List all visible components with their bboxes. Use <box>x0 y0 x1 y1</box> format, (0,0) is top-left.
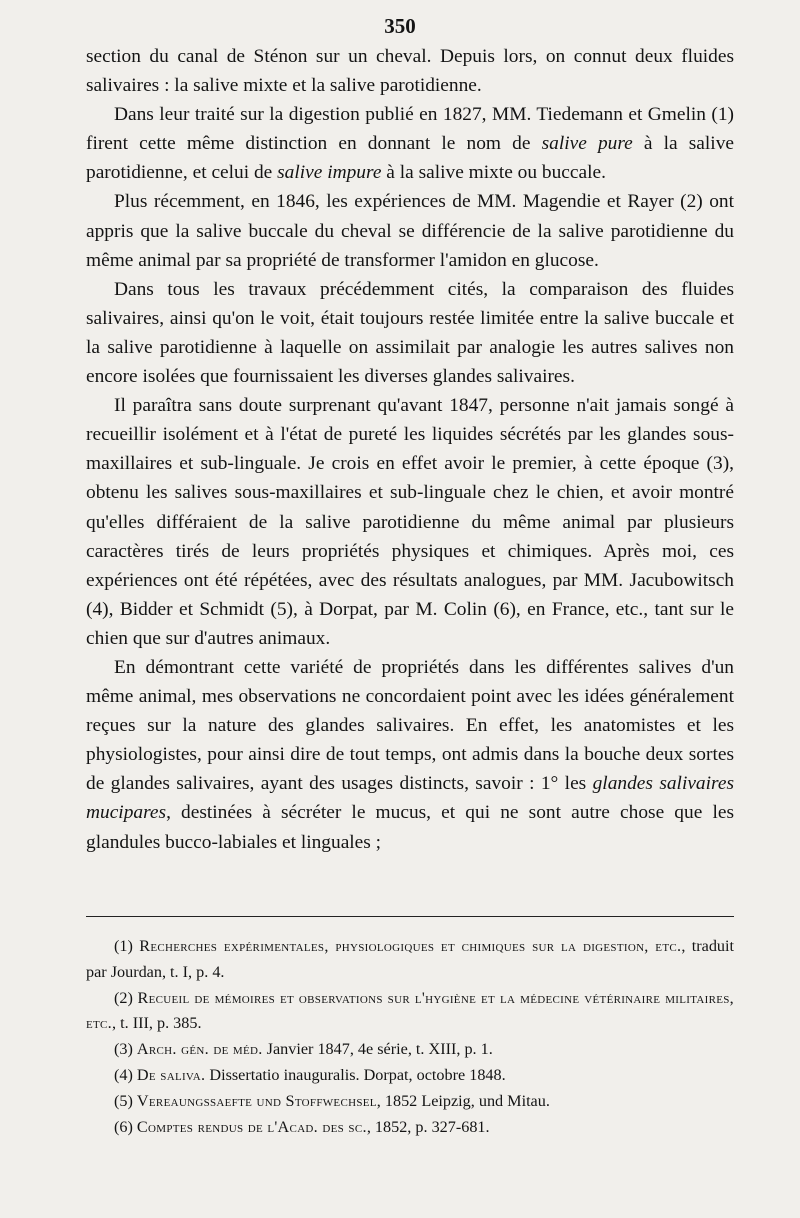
text-run: Dans leur traité sur la digestion publié en 1827, MM. Tiedemann et Gmelin (1) firent cette même distinction en donnant le nom de <box>86 104 734 155</box>
footnote-text: , 1852 Leipzig, und Mitau. <box>376 1091 550 1110</box>
italic-term: salive impure <box>277 162 382 184</box>
footnotes <box>86 934 734 1140</box>
footnote-title: Recueil de mémoires et observations sur l'hygiène et la médecine vétérinaire militaires, etc. <box>86 988 735 1033</box>
main-text <box>86 42 734 857</box>
text-run: En démontrant cette variété de propriétés dans les différentes salives d'un même animal, mes observations ne concordaient point avec les idées généralement reçues sur la nature des glandes salivaires. En effet, les anatomistes et les physiologistes, pour ainsi dire de tout temps, ont admis dans la bouche deux sortes de glandes salivaires, ayant des usages distincts, savoir : 1° les <box>86 656 734 795</box>
footnote-text: , traduit par Jourdan, t. I, p. 4. <box>86 937 735 981</box>
paragraph <box>86 391 734 653</box>
footnote <box>86 986 734 1038</box>
footnote <box>86 1063 734 1089</box>
footnote-title: Vereaungssaefte und Stoffwechsel <box>136 1091 377 1110</box>
footnote-marker: (2) <box>114 988 138 1007</box>
paragraph <box>86 653 734 857</box>
paragraph <box>86 42 734 100</box>
footnote-title: Arch. gén. de méd. <box>136 1040 263 1059</box>
footnote <box>86 1089 734 1115</box>
paragraph <box>86 275 734 391</box>
footnote <box>86 934 734 986</box>
paragraph <box>86 187 734 274</box>
footnote-text: , t. III, p. 385. <box>112 1014 202 1033</box>
paragraph <box>86 100 734 187</box>
footnote-title: De saliva. <box>136 1065 206 1084</box>
text-run: , destinées à sécréter le mucus, et qui ne sont autre chose que les glandules bucco-labiales et linguales ; <box>86 802 734 853</box>
footnote-marker: (4) <box>114 1065 137 1084</box>
text-run: Dans tous les travaux précédemment cités, la comparaison des fluides salivaires, ainsi qu'on le voit, était toujours restée limitée entre la salive buccale et la salive parotidienne à laquelle on assimilait par analogie les autres salives non encore isolées que fournissaient les diverses glandes salivaires. <box>86 278 734 388</box>
footnote-title: Comptes rendus de l'Acad. des sc. <box>136 1117 367 1136</box>
text-run: à la salive parotidienne, et celui de <box>86 133 734 184</box>
text-run: à la salive mixte ou buccale. <box>381 162 606 184</box>
footnote <box>86 1037 734 1063</box>
footnote-text: Dissertatio inauguralis. Dorpat, octobre 1848. <box>205 1065 506 1084</box>
text-run: section du canal de Sténon sur un cheval. Depuis lors, on connut deux fluides salivaires : la salive mixte et la salive parotidienne. <box>86 46 734 97</box>
footnote-marker: (1) <box>114 937 140 955</box>
page-number: 350 <box>384 14 416 38</box>
footnote-text: Janvier 1847, 4e série, t. XIII, p. 1. <box>262 1040 493 1059</box>
text-run: Plus récemment, en 1846, les expériences de MM. Magendie et Rayer (2) ont appris que la salive buccale du cheval se différencie de la salive parotidienne du même animal par sa propriété de transformer l'amidon en glucose. <box>86 191 734 271</box>
footnote-divider <box>86 916 734 917</box>
footnote-marker: (3) <box>114 1040 137 1059</box>
footnote-title: Recherches expérimentales, physiologiques et chimiques sur la digestion, etc. <box>139 937 682 955</box>
footnote <box>86 1115 734 1141</box>
italic-term: glandes salivaires mucipares <box>86 773 734 824</box>
italic-term: salive pure <box>541 133 633 155</box>
text-run: Il paraîtra sans doute surprenant qu'avant 1847, personne n'ait jamais songé à recueillir isolément et à l'état de pureté les liquides sécrétés par les glandes sous-maxillaires et sub-linguale. Je crois en effet avoir le premier, à cette époque (3), obtenu les salives sous-maxillaires et sub-linguale chez le chien, et avoir montré qu'elles différaient de la salive parotidienne du même animal par plusieurs caractères tirés de leurs propriétés physiques et chimiques. Après moi, ces expériences ont été répétées, avec des résultats analogues, par MM. Jacubowitsch (4), Bidder et Schmidt (5), à Dorpat, par M. Colin (6), en France, etc., tant sur le chien que sur d'autres animaux. <box>86 395 734 649</box>
footnote-marker: (6) <box>114 1117 137 1136</box>
footnote-marker: (5) <box>114 1091 137 1110</box>
footnote-text: , 1852, p. 327-681. <box>366 1117 490 1136</box>
